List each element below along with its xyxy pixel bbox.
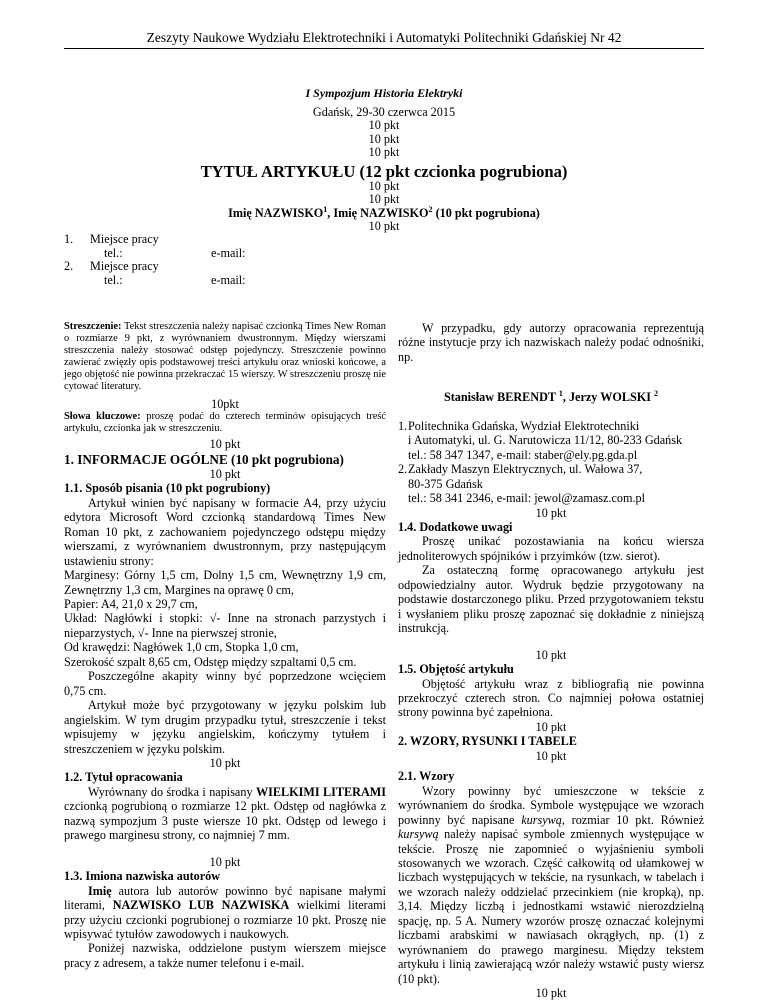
section-heading: 2. WZORY, RYSUNKI I TABELE [398, 734, 577, 749]
author-names: Imię NAZWISKO$^1$, Imię NAZWISKO$^2$ (10 pkt pogrubiona) [228, 204, 540, 220]
example-authors: Stanisław BERENDT $^1$, Jerzy WOLSKI $^2$ [443, 389, 659, 405]
spacing-note: 10 pkt [368, 192, 400, 207]
keywords: Słowa kluczowe: proszę podać do czterech terminów opisujących treść artykułu, czcionka jak w streszczeniu. [64, 411, 386, 435]
author-block [0, 180, 768, 234]
spacing-note: 10 pkt [368, 219, 400, 234]
subsection-heading: 2.1. Wzory [398, 769, 455, 784]
article-title: TYTUŁ ARTYKUŁU (12 pkt czcionka pogrubiona) [200, 162, 568, 181]
subsection-heading: 1.4. Dodatkowe uwagi [398, 519, 513, 534]
workplace-1: Miejsce pracy [90, 232, 159, 246]
subsection-heading: 1.2. Tytuł opracowania [64, 770, 183, 785]
example-affiliations: 1. Politechnika Gdańska, Wydział Elektrotechniki i Automatyki, ul. G. Narutowicza 11/12, 80-233 Gdańsk tel.: 58 347 1347, e-mail: staber@ely.pg.gda.pl 2. Zakłady Maszyn Elektrycznych, ul. Wałowa 37, 80-375 Gdańsk tel.: 58 341 2346, e-mail: jewol@zamasz.com.pl [398, 418, 683, 506]
left-column: Streszczenie: Tekst streszczenia należy napisać czcionką Times New Roman o rozmiarze 9 pkt, z wyrównaniem dwustronnym. Między wierszami streszczenia należy stosować odstęp pojedynczy. Streszczenie powinno zawierać zwięzły opis podstawowej treści artykułu oraz wnioski końcowe, a jego objętość nie powinna przekraczać 15 wierszy. W streszczeniu proszę nie cytować literatury. 10pkt Słowa kluczowe: proszę podać do czterech terminów opisujących treść artykułu, czcionka jak w streszczeniu. 10 pkt 1. INFORMACJE OGÓLNE (10 pkt pogrubiona) 10 pkt 1.1. Sposób pisania (10 pkt pogrubiony) Artykuł winien być napisany w formacie A4, przy użyciu edytora Microsoft Word czcionką standardową Times New Roman 10 pkt, z zachowaniem pojedynczego odstępu między wierszami, z wyrównaniem dwustronnym, przy następującym ustawieniu strony: Marginesy: Górny 1,5 cm, Dolny 1,5 cm, Wewnętrzny 1,9 cm, Zewnętrzny 1,3 cm, Margines na oprawę 0 cm, Papier: A4, 21,0 x 29,7 cm, Układ: Nagłówki i stopki: √- Inne na stronach parzystych i nieparzystych, √- Inne na pierwszej stronie, Od krawędzi: Nagłówek 1,0 cm, Stopka 1,0 cm, Szerokość szpalt 8,65 cm, Odstęp między szpaltami 0,5 cm. Poszczególne akapity winny być poprzedzone wcięciem 0,75 cm. Artykuł może być przygotowany w języku polskim lub angielskim. W tym drugim przypadku tytuł, streszczenie i tekst wpisujemy w języku angielskim, kończymy tytułem i streszczeniem w języku polskim. 10 pkt 1.2. Tytuł opracowania Wyrównany do środka i napisany WIELKIMI LITERAMI czcionką pogrubioną o rozmiarze 12 pkt. Odstęp od nagłówka z nazwą sympozjum 3 puste wiersze 10 pkt. Odstęp od lewego i prawego marginesu strony, co najmniej 7 mm. 10 pkt 1.3. Imiona nazwiska autorów Imię autora lub autorów powinno być napisane małymi literami, NAZWISKO LUB NAZWISKA wielkimi literami przy użyciu czcionki pogrubionej o rozmiarze 10 pkt. Proszę nie wpisywać tytułów zawodowych i naukowych. Poniżej nazwiska, oddzielone pustym wierszem miejsce pracy z adresem, a także numer telefonu i e-mail. [64, 321, 387, 970]
subsection-heading: 1.1. Sposób pisania (10 pkt pogrubiony) [64, 481, 271, 496]
spacing-note: 10 pkt [368, 118, 400, 133]
place-date: Gdańsk, 29-30 czerwca 2015 [312, 105, 456, 119]
workplace-2: Miejsce pracy [90, 259, 159, 274]
subsection-heading: 1.5. Objętość artykułu [398, 662, 514, 677]
spacing-note: 10 pkt [368, 145, 400, 160]
header-block [0, 106, 768, 160]
spacing-note: 10 pkt [368, 179, 400, 193]
running-header: Zeszyty Naukowe Wydziału Elektrotechniki i Automatyki Politechniki Gdańskiej Nr 42 [64, 30, 704, 49]
section-heading: 1. INFORMACJE OGÓLNE (10 pkt pogrubiona) [64, 451, 344, 467]
right-column: W przypadku, gdy autorzy opracowania reprezentują różne instytucje przy ich nazwiskach należy podać odnośniki, np. Stanisław BERENDT $^1$, Jerzy WOLSKI $^2$ 1. Politechnika Gdańska, Wydział Elektrotechniki i Automatyki, ul. G. Narutowicza 11/12, 80-233 Gdańsk tel.: 58 347 1347, e-mail: staber@ely.pg.gda.pl 2. Zakłady Maszyn Elektrycznych, ul. Wałowa 37, 80-375 Gdańsk tel.: 58 341 2346, e-mail: jewol@zamasz.com.pl 10 pkt 1.4. Dodatkowe uwagi Proszę unikać pozostawiania na końcu wiersza jednoliterowych spójników i przyimków (tzw. sierot). Za ostateczną formę opracowanego artykułu jest odpowiedzialny autor. Wydruk będzie przygotowany na podstawie dostarczonego pliku. Przed przygotowaniem tekstu i wysłaniem pliku proszę zapoznać się dokładnie z niniejszą instrukcją. 10 pkt 1.5. Objętość artykułu Objętość artykułu wraz z bibliografią nie powinna przekroczyć czterech stron. Co najmniej połowa ostatniej strony powinna być zapełniona. 10 pkt 2. WZORY, RYSUNKI I TABELE 10 pkt 2.1. Wzory Wzory powinny być umieszczone w tekście z wyrównaniem do środka. Symbole występujące we wzorach powinny być napisane kursywą, rozmiar 10 pkt. Również kursywą należy napisać symbole zmiennych występujące w tekście. Proszę nie zapomnieć o wyjaśnieniu symboli stosowanych we wzorach. Część całkowitą od ułamkowej w liczbach występujących w tekście, na rysunkach, w tabelach i we wzorach należy oddzielać przecinkiem (nie kropką), np. 3,14. Między liczbą i jednostkami wstawić nierozdzielną spację, np. 5 A. Numery wzorów proszę oznaczać kolejnymi liczbami arabskimi w nawiasach okrągłych, np. (1) z wyrównaniem do prawego marginesu. Między tekstem artykułu i linią zawierającą wzór należy wstawić pusty wiersz (10 pkt). 10 pkt [398, 321, 704, 1000]
symposium-name: I Sympozjum Historia Elektryki [305, 86, 463, 100]
affiliation-list: 1. Miejsce pracy tel.: e-mail: 2. Miejsce pracy tel.: e-mail: [64, 232, 246, 287]
subsection-heading: 1.3. Imiona nazwiska autorów [64, 869, 221, 884]
abstract: Streszczenie: Tekst streszczenia należy napisać czcionką Times New Roman o rozmiarze 9 pkt, z wyrównaniem dwustronnym. Między wierszami streszczenia należy stosować odstęp pojedynczy. Streszczenie powinno zawierać zwięzły opis podstawowej treści artykułu oraz wnioski końcowe, a jego objętość nie powinna przekraczać 15 wierszy. W streszczeniu proszę nie cytować literatury. [64, 321, 386, 392]
spacing-note: 10 pkt [368, 131, 400, 146]
